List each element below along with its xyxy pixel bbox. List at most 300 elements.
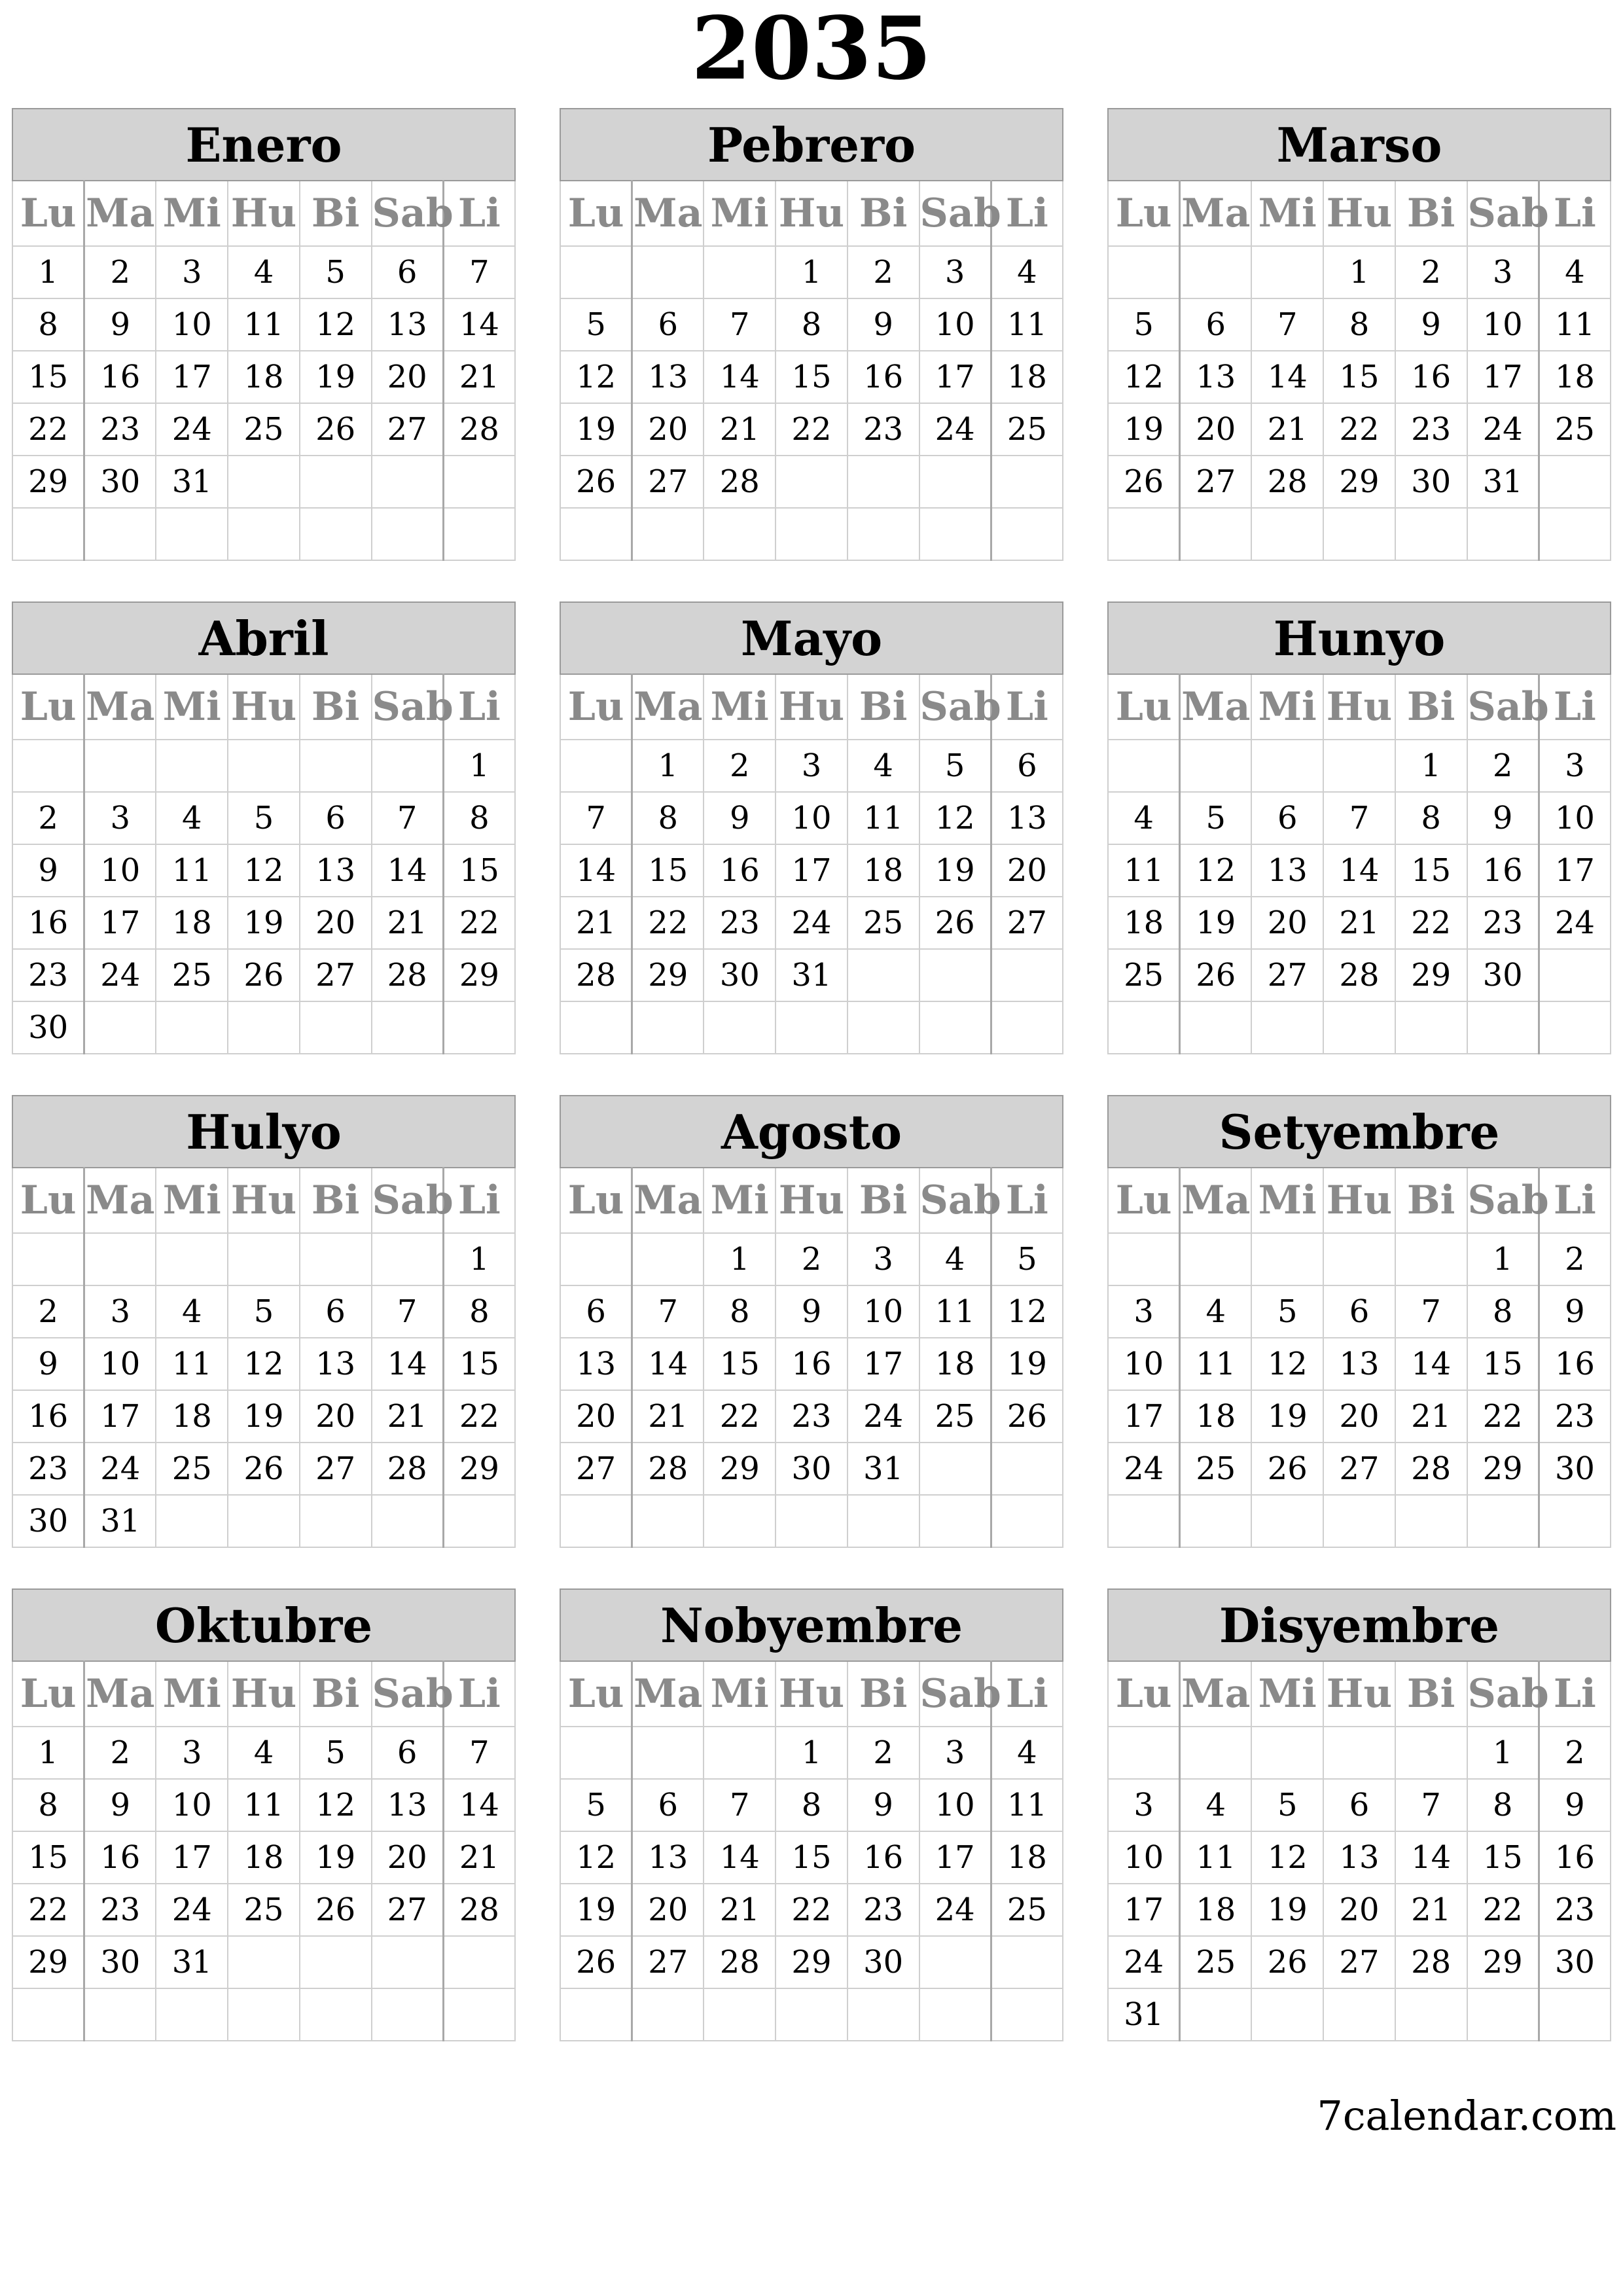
- day-cell: [156, 740, 228, 792]
- weekday-header: Lu: [560, 674, 632, 740]
- day-cell: 5: [300, 246, 372, 298]
- month-name: Abril: [12, 602, 515, 674]
- day-cell: 30: [704, 949, 776, 1001]
- week-row: [560, 1936, 1063, 1988]
- week-row: [560, 1443, 1063, 1495]
- weekday-header: Li: [1539, 1661, 1611, 1727]
- page-title: 2035: [691, 0, 932, 99]
- day-cell: 28: [1395, 1936, 1467, 1988]
- day-cell: [1539, 949, 1611, 1001]
- day-cell: 18: [1180, 1390, 1252, 1443]
- day-cell: [704, 1001, 776, 1054]
- week-row: [1108, 1233, 1611, 1285]
- weekday-header: Bi: [300, 1168, 372, 1233]
- day-cell: 6: [1251, 792, 1323, 844]
- day-cell: 4: [1539, 246, 1611, 298]
- weekday-header: Hu: [776, 674, 847, 740]
- day-cell: 9: [84, 298, 156, 351]
- day-cell: 16: [84, 351, 156, 403]
- week-row: [1108, 246, 1611, 298]
- day-cell: 29: [12, 1936, 84, 1988]
- week-row: [12, 1779, 515, 1831]
- week-row: [560, 1884, 1063, 1936]
- day-cell: 21: [372, 897, 444, 949]
- weekday-header: Mi: [156, 1661, 228, 1727]
- week-row: [12, 508, 515, 560]
- weekday-header: Bi: [1395, 1168, 1467, 1233]
- day-cell: [1539, 1988, 1611, 2041]
- weekday-header: Li: [1539, 1168, 1611, 1233]
- month-name: Hunyo: [1108, 602, 1611, 674]
- day-cell: 5: [1180, 792, 1252, 844]
- day-cell: 7: [1251, 298, 1323, 351]
- day-cell: 25: [991, 1884, 1063, 1936]
- day-cell: 13: [1323, 1338, 1395, 1390]
- day-cell: [372, 456, 444, 508]
- day-cell: [228, 1936, 300, 1988]
- day-cell: 10: [1108, 1338, 1180, 1390]
- day-cell: 15: [776, 351, 847, 403]
- day-cell: 29: [12, 456, 84, 508]
- day-cell: [300, 508, 372, 560]
- day-cell: 9: [1539, 1285, 1611, 1338]
- day-cell: 27: [560, 1443, 632, 1495]
- day-cell: 8: [776, 1779, 847, 1831]
- day-cell: [847, 1001, 919, 1054]
- day-cell: 28: [1395, 1443, 1467, 1495]
- week-row: [1108, 1001, 1611, 1054]
- day-cell: 1: [12, 246, 84, 298]
- day-cell: 4: [1108, 792, 1180, 844]
- day-cell: 22: [1467, 1390, 1539, 1443]
- weekday-header: Hu: [776, 1168, 847, 1233]
- day-cell: 24: [156, 1884, 228, 1936]
- week-row: [12, 844, 515, 897]
- day-cell: [84, 1001, 156, 1054]
- day-cell: [1539, 1495, 1611, 1547]
- day-cell: [919, 949, 991, 1001]
- day-cell: 16: [776, 1338, 847, 1390]
- day-cell: [1108, 1495, 1180, 1547]
- day-cell: 27: [300, 1443, 372, 1495]
- weekday-header: Lu: [1108, 181, 1180, 246]
- day-cell: 23: [704, 897, 776, 949]
- day-cell: 21: [632, 1390, 704, 1443]
- day-cell: 17: [919, 351, 991, 403]
- month-table: [1107, 1588, 1611, 2041]
- weekday-header: Hu: [228, 674, 300, 740]
- day-cell: 13: [300, 844, 372, 897]
- day-cell: 6: [632, 1779, 704, 1831]
- day-cell: 2: [1539, 1727, 1611, 1779]
- weekday-header: Ma: [632, 1168, 704, 1233]
- weekday-header: Lu: [560, 1661, 632, 1727]
- day-cell: 24: [1108, 1443, 1180, 1495]
- day-cell: 28: [1323, 949, 1395, 1001]
- week-row: [12, 1988, 515, 2041]
- day-cell: [1323, 1233, 1395, 1285]
- day-cell: 5: [560, 1779, 632, 1831]
- day-cell: 6: [991, 740, 1063, 792]
- day-cell: 24: [84, 949, 156, 1001]
- month-table: [560, 108, 1063, 561]
- day-cell: [991, 1936, 1063, 1988]
- week-row: [12, 740, 515, 792]
- day-cell: [991, 1443, 1063, 1495]
- day-cell: 10: [156, 298, 228, 351]
- day-cell: 4: [847, 740, 919, 792]
- weekday-header: Sab: [919, 674, 991, 740]
- day-cell: 26: [1251, 1443, 1323, 1495]
- day-cell: [1251, 1233, 1323, 1285]
- weekday-header: Mi: [704, 1661, 776, 1727]
- week-row: [560, 1727, 1063, 1779]
- day-cell: [919, 1988, 991, 2041]
- day-cell: [1323, 740, 1395, 792]
- day-cell: [1467, 1001, 1539, 1054]
- day-cell: 5: [919, 740, 991, 792]
- day-cell: 15: [443, 844, 515, 897]
- week-row: [12, 298, 515, 351]
- day-cell: 27: [1323, 1936, 1395, 1988]
- day-cell: 19: [300, 351, 372, 403]
- month-calendar: [560, 1588, 1063, 2040]
- day-cell: 5: [1108, 298, 1180, 351]
- day-cell: 26: [991, 1390, 1063, 1443]
- day-cell: 7: [443, 1727, 515, 1779]
- weekday-header: Mi: [704, 181, 776, 246]
- weekday-header: Sab: [372, 674, 444, 740]
- weekday-header: Li: [991, 181, 1063, 246]
- day-cell: [704, 508, 776, 560]
- week-row: [560, 792, 1063, 844]
- day-cell: 23: [84, 1884, 156, 1936]
- day-cell: 19: [228, 897, 300, 949]
- week-row: [560, 1390, 1063, 1443]
- day-cell: [300, 1001, 372, 1054]
- day-cell: 7: [560, 792, 632, 844]
- weekday-header: Hu: [776, 1661, 847, 1727]
- day-cell: 18: [847, 844, 919, 897]
- weekday-header: Mi: [1251, 181, 1323, 246]
- day-cell: 28: [372, 1443, 444, 1495]
- day-cell: [919, 1936, 991, 1988]
- month-table: [560, 1095, 1063, 1548]
- day-cell: [847, 456, 919, 508]
- week-row: [12, 1443, 515, 1495]
- week-row: [560, 1988, 1063, 2041]
- day-cell: 20: [560, 1390, 632, 1443]
- day-cell: 7: [632, 1285, 704, 1338]
- day-cell: [1395, 508, 1467, 560]
- week-row: [1108, 1495, 1611, 1547]
- day-cell: [1108, 508, 1180, 560]
- day-cell: 7: [372, 1285, 444, 1338]
- day-cell: [1323, 1988, 1395, 2041]
- week-row: [1108, 298, 1611, 351]
- day-cell: 1: [1467, 1233, 1539, 1285]
- day-cell: 24: [84, 1443, 156, 1495]
- week-row: [12, 1495, 515, 1547]
- month-calendar: [560, 108, 1063, 560]
- weekday-header: Ma: [84, 674, 156, 740]
- day-cell: [847, 508, 919, 560]
- day-cell: [300, 1495, 372, 1547]
- day-cell: 29: [443, 949, 515, 1001]
- day-cell: 27: [372, 403, 444, 456]
- day-cell: 1: [443, 1233, 515, 1285]
- month-table: [1107, 601, 1611, 1054]
- day-cell: 8: [1467, 1285, 1539, 1338]
- day-cell: 11: [991, 1779, 1063, 1831]
- day-cell: [991, 456, 1063, 508]
- day-cell: 24: [919, 1884, 991, 1936]
- day-cell: [1395, 1233, 1467, 1285]
- day-cell: 19: [300, 1831, 372, 1884]
- day-cell: 28: [560, 949, 632, 1001]
- month-name: Oktubre: [12, 1589, 515, 1661]
- day-cell: 5: [300, 1727, 372, 1779]
- day-cell: 22: [443, 1390, 515, 1443]
- day-cell: 8: [12, 1779, 84, 1831]
- day-cell: 9: [847, 1779, 919, 1831]
- week-row: [1108, 1443, 1611, 1495]
- day-cell: 15: [776, 1831, 847, 1884]
- day-cell: 22: [1467, 1884, 1539, 1936]
- day-cell: 22: [1323, 403, 1395, 456]
- day-cell: 6: [372, 1727, 444, 1779]
- day-cell: [919, 1495, 991, 1547]
- month-calendar: [12, 1588, 516, 2040]
- day-cell: 9: [1539, 1779, 1611, 1831]
- day-cell: 10: [84, 1338, 156, 1390]
- day-cell: 26: [919, 897, 991, 949]
- day-cell: 29: [704, 1443, 776, 1495]
- day-cell: [300, 1988, 372, 2041]
- weekday-header: Sab: [1467, 1661, 1539, 1727]
- day-cell: 26: [1108, 456, 1180, 508]
- day-cell: 30: [847, 1936, 919, 1988]
- day-cell: 14: [632, 1338, 704, 1390]
- day-cell: 19: [560, 1884, 632, 1936]
- month-name: Hulyo: [12, 1096, 515, 1168]
- day-cell: [1251, 740, 1323, 792]
- day-cell: 12: [1108, 351, 1180, 403]
- day-cell: 28: [704, 1936, 776, 1988]
- day-cell: [704, 246, 776, 298]
- day-cell: 14: [704, 351, 776, 403]
- weekday-header: Ma: [1180, 1168, 1252, 1233]
- day-cell: [1395, 1727, 1467, 1779]
- weekday-header: Li: [443, 181, 515, 246]
- day-cell: [704, 1727, 776, 1779]
- day-cell: 4: [919, 1233, 991, 1285]
- week-row: [1108, 1727, 1611, 1779]
- day-cell: [1180, 246, 1252, 298]
- day-cell: 29: [1467, 1936, 1539, 1988]
- day-cell: 17: [1539, 844, 1611, 897]
- day-cell: 1: [776, 246, 847, 298]
- day-cell: [1180, 508, 1252, 560]
- day-cell: [1395, 1001, 1467, 1054]
- day-cell: [228, 1001, 300, 1054]
- day-cell: [156, 1495, 228, 1547]
- month-calendar: [1107, 601, 1611, 1053]
- day-cell: 15: [1467, 1338, 1539, 1390]
- day-cell: 13: [1251, 844, 1323, 897]
- day-cell: 9: [776, 1285, 847, 1338]
- month-table: [12, 1588, 516, 2041]
- month-table: [1107, 108, 1611, 561]
- day-cell: 24: [1539, 897, 1611, 949]
- day-cell: 28: [1251, 456, 1323, 508]
- day-cell: 15: [443, 1338, 515, 1390]
- day-cell: 12: [919, 792, 991, 844]
- day-cell: [372, 1001, 444, 1054]
- day-cell: [847, 1988, 919, 2041]
- day-cell: 15: [12, 1831, 84, 1884]
- day-cell: 15: [704, 1338, 776, 1390]
- weekday-header: Hu: [776, 181, 847, 246]
- day-cell: 30: [84, 1936, 156, 1988]
- day-cell: 6: [1323, 1285, 1395, 1338]
- day-cell: 21: [443, 1831, 515, 1884]
- day-cell: 18: [1108, 897, 1180, 949]
- day-cell: 5: [1251, 1779, 1323, 1831]
- day-cell: 24: [847, 1390, 919, 1443]
- day-cell: 17: [776, 844, 847, 897]
- day-cell: [300, 740, 372, 792]
- day-cell: 13: [300, 1338, 372, 1390]
- day-cell: 20: [1323, 1884, 1395, 1936]
- day-cell: [1323, 1727, 1395, 1779]
- day-cell: 12: [228, 1338, 300, 1390]
- day-cell: 6: [372, 246, 444, 298]
- day-cell: 14: [443, 1779, 515, 1831]
- day-cell: [1251, 1001, 1323, 1054]
- week-row: [560, 508, 1063, 560]
- day-cell: 20: [632, 1884, 704, 1936]
- day-cell: 20: [1323, 1390, 1395, 1443]
- weekday-header: Hu: [1323, 1661, 1395, 1727]
- day-cell: [84, 508, 156, 560]
- day-cell: 30: [12, 1495, 84, 1547]
- day-cell: [704, 1495, 776, 1547]
- day-cell: 18: [1180, 1884, 1252, 1936]
- day-cell: 22: [12, 403, 84, 456]
- day-cell: 18: [156, 897, 228, 949]
- day-cell: 1: [632, 740, 704, 792]
- day-cell: 27: [1180, 456, 1252, 508]
- day-cell: [156, 508, 228, 560]
- day-cell: [991, 1495, 1063, 1547]
- week-row: [12, 792, 515, 844]
- day-cell: 31: [1467, 456, 1539, 508]
- week-row: [1108, 897, 1611, 949]
- weekday-header: Li: [443, 1661, 515, 1727]
- weekday-header: Hu: [228, 1661, 300, 1727]
- day-cell: 27: [632, 456, 704, 508]
- weekday-header: Ma: [632, 181, 704, 246]
- day-cell: 26: [228, 949, 300, 1001]
- weekday-header: Ma: [632, 674, 704, 740]
- day-cell: 1: [1323, 246, 1395, 298]
- day-cell: 1: [704, 1233, 776, 1285]
- weekday-header: Bi: [300, 1661, 372, 1727]
- day-cell: 25: [847, 897, 919, 949]
- day-cell: 1: [12, 1727, 84, 1779]
- week-row: [1108, 403, 1611, 456]
- day-cell: [632, 1001, 704, 1054]
- week-row: [560, 403, 1063, 456]
- day-cell: 26: [560, 456, 632, 508]
- day-cell: 14: [1395, 1831, 1467, 1884]
- day-cell: [443, 1988, 515, 2041]
- week-row: [12, 403, 515, 456]
- day-cell: 10: [1539, 792, 1611, 844]
- day-cell: 9: [847, 298, 919, 351]
- day-cell: 21: [443, 351, 515, 403]
- day-cell: [372, 1988, 444, 2041]
- day-cell: 11: [156, 844, 228, 897]
- day-cell: 4: [991, 246, 1063, 298]
- day-cell: 8: [1467, 1779, 1539, 1831]
- day-cell: 24: [776, 897, 847, 949]
- week-row: [1108, 1285, 1611, 1338]
- weekday-header: Hu: [228, 181, 300, 246]
- day-cell: 18: [919, 1338, 991, 1390]
- day-cell: 27: [632, 1936, 704, 1988]
- weekday-header: Sab: [1467, 674, 1539, 740]
- day-cell: 11: [1180, 1831, 1252, 1884]
- day-cell: 18: [1539, 351, 1611, 403]
- day-cell: 10: [847, 1285, 919, 1338]
- day-cell: 12: [1180, 844, 1252, 897]
- month-name: Marso: [1108, 109, 1611, 181]
- day-cell: [12, 508, 84, 560]
- day-cell: 23: [847, 1884, 919, 1936]
- day-cell: 27: [991, 897, 1063, 949]
- day-cell: 31: [84, 1495, 156, 1547]
- month-name: Mayo: [560, 602, 1063, 674]
- day-cell: [560, 740, 632, 792]
- day-cell: 10: [919, 1779, 991, 1831]
- weekday-header: Sab: [1467, 181, 1539, 246]
- day-cell: 3: [919, 1727, 991, 1779]
- day-cell: 7: [372, 792, 444, 844]
- week-row: [12, 1727, 515, 1779]
- day-cell: 22: [632, 897, 704, 949]
- day-cell: 17: [156, 1831, 228, 1884]
- week-row: [560, 1338, 1063, 1390]
- day-cell: 21: [1251, 403, 1323, 456]
- week-row: [12, 897, 515, 949]
- day-cell: 16: [1395, 351, 1467, 403]
- day-cell: 2: [12, 792, 84, 844]
- month-name: Disyembre: [1108, 1589, 1611, 1661]
- day-cell: 16: [1539, 1831, 1611, 1884]
- month-table: [1107, 1095, 1611, 1548]
- day-cell: 19: [919, 844, 991, 897]
- day-cell: 21: [704, 403, 776, 456]
- day-cell: 14: [372, 844, 444, 897]
- day-cell: 10: [1467, 298, 1539, 351]
- day-cell: 16: [12, 1390, 84, 1443]
- day-cell: 4: [1180, 1779, 1252, 1831]
- week-row: [1108, 1884, 1611, 1936]
- weekday-header: Bi: [300, 674, 372, 740]
- day-cell: 12: [300, 1779, 372, 1831]
